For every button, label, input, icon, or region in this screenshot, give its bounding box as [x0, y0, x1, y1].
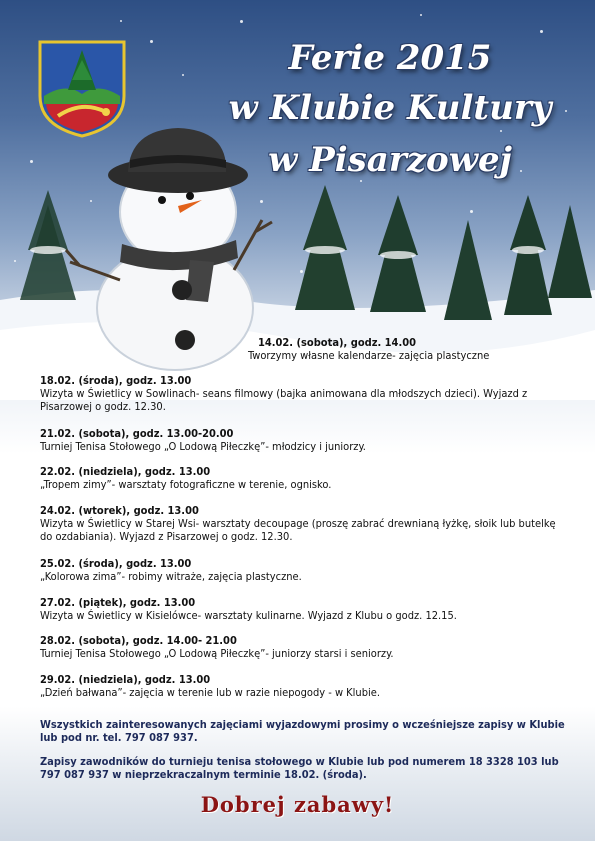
- event-date: 22.02. (niedziela), godz. 13.00: [40, 465, 211, 478]
- event-item: [40, 673, 570, 699]
- event-date: 29.02. (niedziela), godz. 13.00: [40, 673, 211, 686]
- event-item: [40, 634, 570, 660]
- event-description: Wizyta w Świetlicy w Kisielówce- warsztaty kulinarne. Wyjazd z Klubu o godz. 12.15.: [40, 609, 457, 622]
- coat-of-arms-icon: [36, 38, 128, 138]
- event-item: [40, 427, 570, 453]
- event-date: 18.02. (środa), godz. 13.00: [40, 374, 192, 387]
- closing-message: Dobrej zabawy!: [200, 792, 395, 817]
- event-date: 14.02. (sobota), godz. 14.00: [258, 336, 416, 349]
- event-description: Wizyta w Świetlicy w Starej Wsi- warsztaty decoupage (proszę zabrać drewnianą łyżkę, słoik lub butelkę do ozdabiania). Wyjazd z Pisarzowej o godz. 12.30.: [40, 517, 556, 543]
- event-item: [248, 336, 578, 362]
- title-line-3: w Pisarzowej: [268, 140, 512, 180]
- pine-tree-icon: [504, 195, 552, 315]
- pine-tree-icon: [548, 205, 592, 298]
- event-item: [40, 557, 570, 583]
- event-item: [40, 596, 570, 622]
- event-date: 24.02. (wtorek), godz. 13.00: [40, 504, 199, 517]
- event-description: Turniej Tenisa Stołowego „O Lodową Piłeczkę”- młodzicy i juniorzy.: [40, 440, 366, 453]
- title-line-1: Ferie 2015: [288, 38, 492, 78]
- event-description: Turniej Tenisa Stołowego „O Lodową Piłeczkę”- juniorzy starsi i seniorzy.: [40, 647, 394, 660]
- title-line-2: w Klubie Kultury: [228, 88, 552, 128]
- event-item: [40, 374, 570, 413]
- pine-tree-icon: [444, 220, 492, 320]
- event-date: 27.02. (piątek), godz. 13.00: [40, 596, 196, 609]
- tournament-signup-note: Zapisy zawodników do turnieju tenisa stołowego w Klubie lub pod numerem 18 3328 103 lub 797 087 937 w nieprzekraczalnym terminie 18.02. (środa).: [40, 755, 559, 781]
- signup-note: Wszystkich zainteresowanych zajęciami wyjazdowymi prosimy o wcześniejsze zapisy w Klubie lub pod nr. tel. 797 087 937.: [40, 718, 565, 744]
- event-item: [40, 465, 570, 491]
- event-date: 25.02. (środa), godz. 13.00: [40, 557, 192, 570]
- event-description: Wizyta w Świetlicy w Sowlinach- seans filmowy (bajka animowana dla młodszych dzieci). Wyjazd z Pisarzowej o godz. 12.30.: [40, 387, 528, 413]
- event-description: Tworzymy własne kalendarze- zajęcia plastyczne: [248, 349, 490, 362]
- event-item: [40, 504, 570, 543]
- event-description: „Tropem zimy”- warsztaty fotograficzne w terenie, ognisko.: [40, 478, 332, 491]
- pine-tree-icon: [20, 190, 76, 300]
- event-description: „Kolorowa zima”- robimy witraże, zajęcia plastyczne.: [40, 570, 302, 583]
- event-date: 28.02. (sobota), godz. 14.00- 21.00: [40, 634, 237, 647]
- event-description: „Dzień bałwana”- zajęcia w terenie lub w razie niepogody - w Klubie.: [40, 686, 380, 699]
- event-date: 21.02. (sobota), godz. 13.00-20.00: [40, 427, 234, 440]
